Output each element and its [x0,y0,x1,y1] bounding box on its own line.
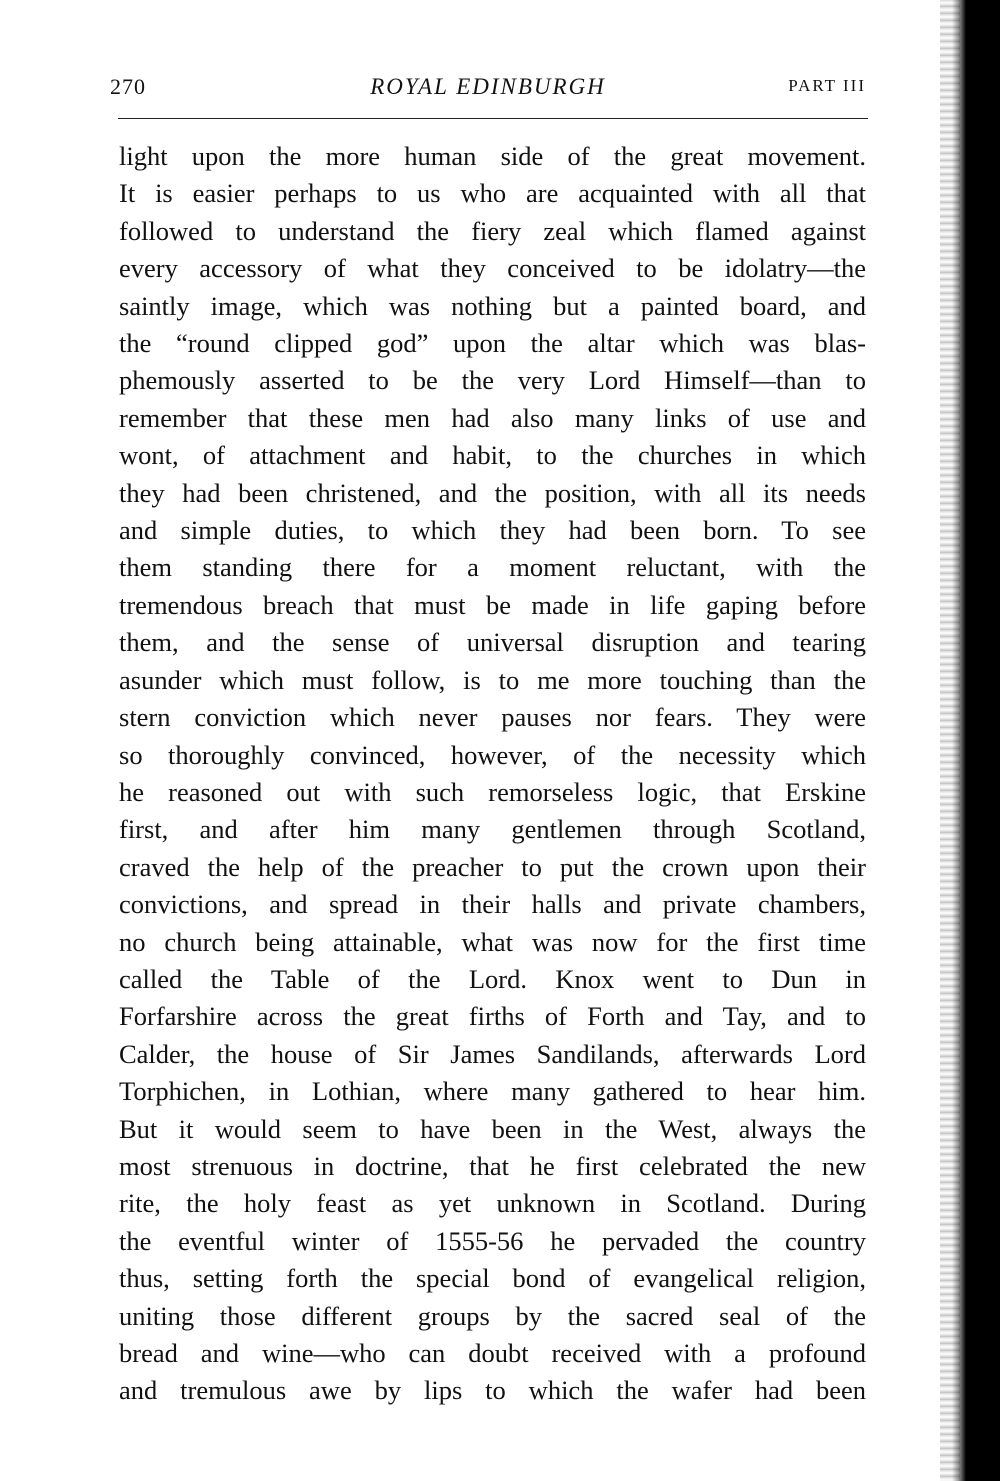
text-line: them, and the sense of universal disruption and tearing [119,627,866,658]
text-line: he reasoned out with such remorseless logic, that Erskine [119,776,866,807]
text-line: light upon the more human side of the great movement. [119,141,866,171]
text-line: called the Table of the Lord. Knox went to Dun in [119,963,866,994]
text-line: the “round clipped god” upon the altar which was blas- [119,328,866,359]
text-line: the eventful winter of 1555-56 he pervaded the country [119,1225,866,1256]
text-line: them standing there for a moment reluctant, with the [119,552,866,583]
text-line: convictions, and spread in their halls and private chambers, [119,889,866,920]
text-line: tremendous breach that must be made in life gaping before [119,589,866,620]
text-line: Torphichen, in Lothian, where many gathered to hear him. [119,1076,866,1107]
text-line: thus, setting forth the special bond of evangelical religion, [119,1263,866,1294]
text-line: phemously asserted to be the very Lord Himself—than to [119,365,866,396]
page-body-text [119,138,866,1410]
running-header [110,74,866,108]
section-label: PART III [788,76,866,95]
text-line: no church being attainable, what was now for the first time [119,926,866,957]
text-line: remember that these men had also many links of use and [119,402,866,433]
running-title: ROYAL EDINBURGH [370,74,606,99]
scan-edge-border [952,0,1000,1481]
text-line: But it would seem to have been in the West, always the [119,1113,866,1144]
text-line: uniting those different groups by the sacred seal of the [119,1300,866,1331]
text-line: It is easier perhaps to us who are acquainted with all that [119,178,866,209]
text-line: followed to understand the fiery zeal which flamed against [119,215,866,246]
text-line: and tremulous awe by lips to which the wafer had been [119,1375,866,1406]
text-line: wont, of attachment and habit, to the churches in which [119,440,866,471]
text-line: every accessory of what they conceived to be idolatry—the [119,253,866,284]
text-line: stern conviction which never pauses nor fears. They were [119,702,866,733]
text-line: so thoroughly convinced, however, of the necessity which [119,739,866,770]
text-line: and simple duties, to which they had been born. To see [119,515,866,546]
text-line: saintly image, which was nothing but a painted board, and [119,290,866,321]
text-line: bread and wine—who can doubt received with a profound [119,1338,866,1368]
page-number: 270 [110,74,146,99]
text-line: most strenuous in doctrine, that he first celebrated the new [119,1150,866,1181]
text-line: asunder which must follow, is to me more touching than the [119,664,866,695]
header-rule [118,118,868,119]
text-line: first, and after him many gentlemen through Scotland, [119,814,866,845]
text-line: rite, the holy feast as yet unknown in Scotland. During [119,1188,866,1219]
text-line: Forfarshire across the great firths of Forth and Tay, and to [119,1001,866,1032]
text-line: Calder, the house of Sir James Sandilands, afterwards Lord [119,1038,866,1069]
text-line: craved the help of the preacher to put the crown upon their [119,851,866,882]
text-line: they had been christened, and the position, with all its needs [119,477,866,508]
